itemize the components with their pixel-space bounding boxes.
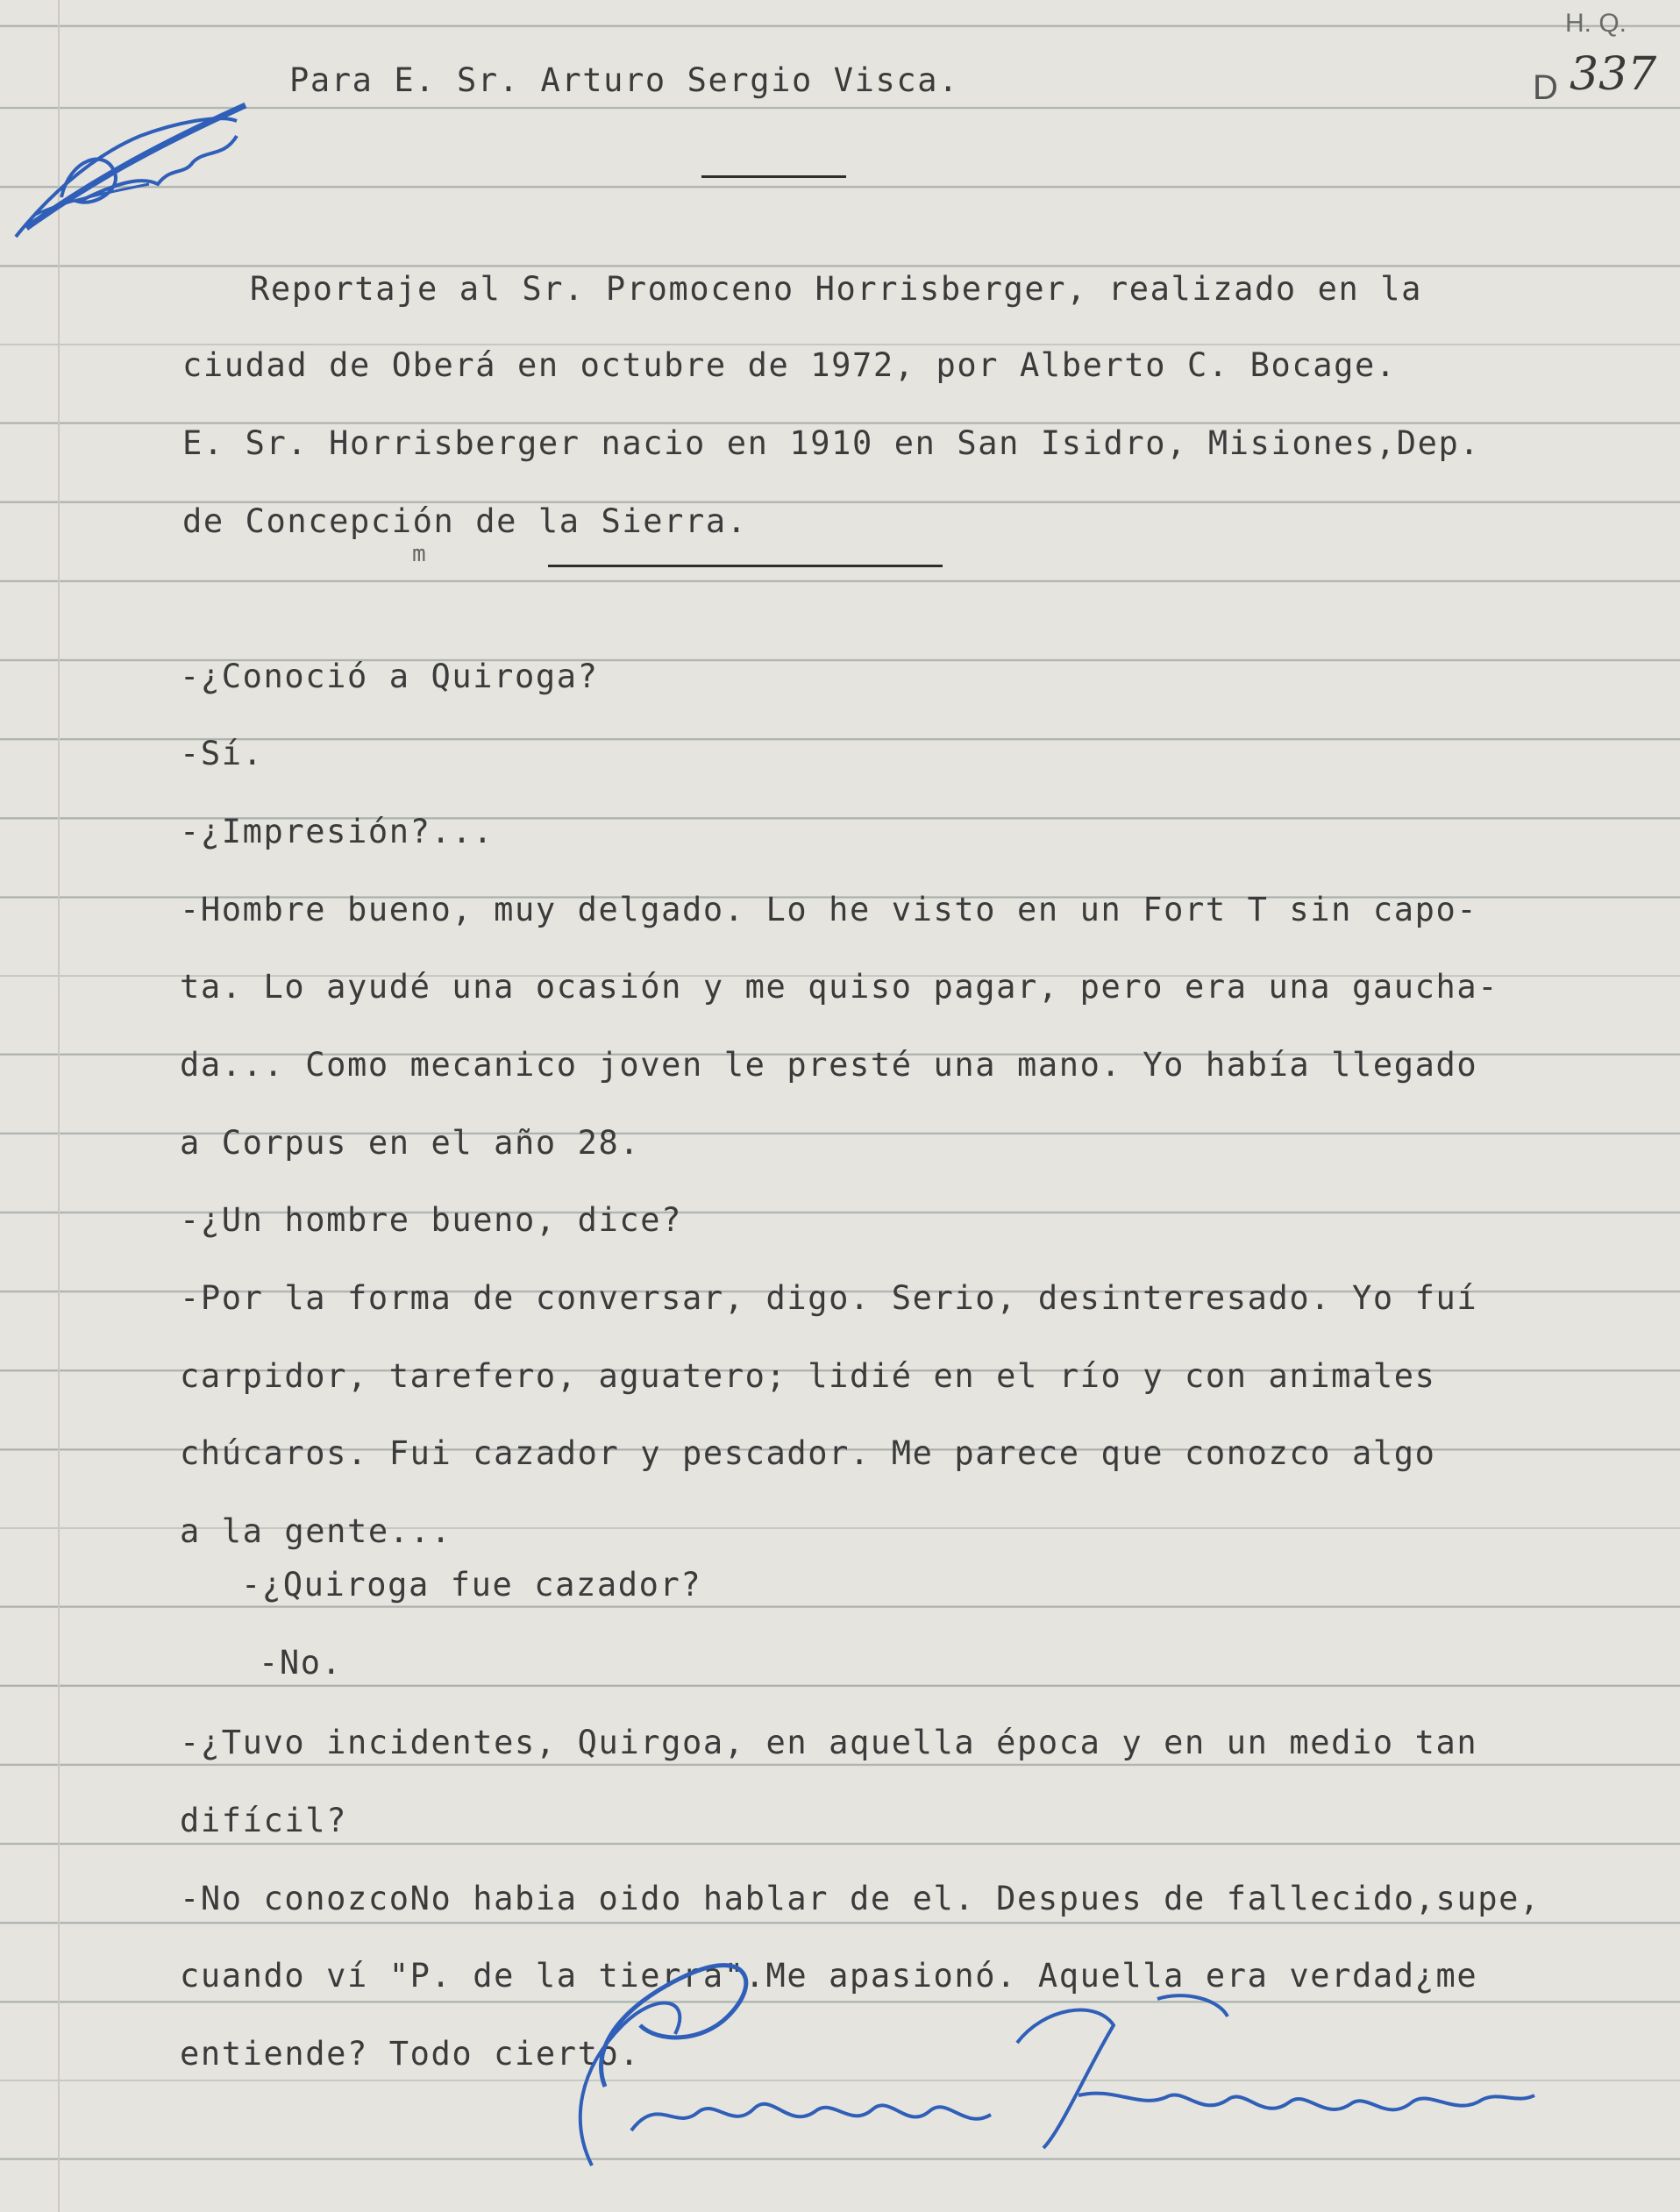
body-line: -¿Un hombre bueno, dice? — [180, 1201, 683, 1239]
body-line: -No conozcoNo habia oido hablar de el. Despues de fallecido,supe, — [180, 1880, 1541, 1917]
body-line: difícil? — [180, 1802, 348, 1839]
body-line: -Sí. — [180, 735, 264, 772]
archive-number: 337 — [1570, 48, 1657, 101]
body-line: cuando ví "P. de la tierra".Me apasionó. Aquella era verdad¿me — [180, 1957, 1478, 1995]
body-line: entiende? Todo cierto. — [180, 2035, 641, 2073]
body-line: ta. Lo ayudé una ocasión y me quiso pagar, pero era una gaucha- — [180, 968, 1499, 1006]
stray-mark: m — [412, 541, 428, 567]
addressee-line: Para E. Sr. Arturo Sergio Visca. — [289, 61, 960, 99]
body-line: -¿Conoció a Quiroga? — [180, 658, 599, 695]
intro-line: E. Sr. Horrisberger nacio en 1910 en San Isidro, Misiones,Dep. — [182, 424, 1481, 462]
handwritten-initials — [9, 53, 272, 249]
intro-line: ciudad de Oberá en octubre de 1972, por Alberto C. Bocage. — [182, 346, 1397, 384]
body-line: -Por la forma de conversar, digo. Serio, desinteresado. Yo fuí — [180, 1279, 1478, 1317]
body-line: a Corpus en el año 28. — [180, 1124, 641, 1162]
body-line: -Hombre bueno, muy delgado. Lo he visto en un Fort T sin capo- — [180, 891, 1478, 928]
signature-drawing — [552, 1867, 1570, 2183]
body-line: -¿Impresión?... — [180, 813, 495, 850]
body-line: a la gente... — [180, 1512, 452, 1550]
header-divider — [701, 175, 846, 178]
body-line: -¿Quiroga fue cazador? — [241, 1566, 702, 1604]
body-line: -No. — [259, 1644, 343, 1682]
body-line: carpidor, tarefero, aguatero; lidié en el río y con animales — [180, 1357, 1436, 1395]
body-line: -¿Tuvo incidentes, Quirgoa, en aquella época y en un medio tan — [180, 1724, 1478, 1761]
margin-line — [58, 0, 60, 2212]
intro-line: de Concepción de la Sierra. — [182, 502, 748, 540]
archive-series: H. Q. — [1565, 9, 1627, 38]
body-line: da... Como mecanico joven le presté una mano. Yo había llegado — [180, 1046, 1478, 1084]
intro-line: Reportaje al Sr. Promoceno Horrisberger, realizado en la — [250, 270, 1423, 308]
signature — [552, 1867, 1570, 2187]
archive-letter: D — [1533, 68, 1558, 107]
body-line: chúcaros. Fui cazador y pescador. Me parece que conozco algo — [180, 1434, 1436, 1472]
intro-divider — [548, 565, 943, 567]
